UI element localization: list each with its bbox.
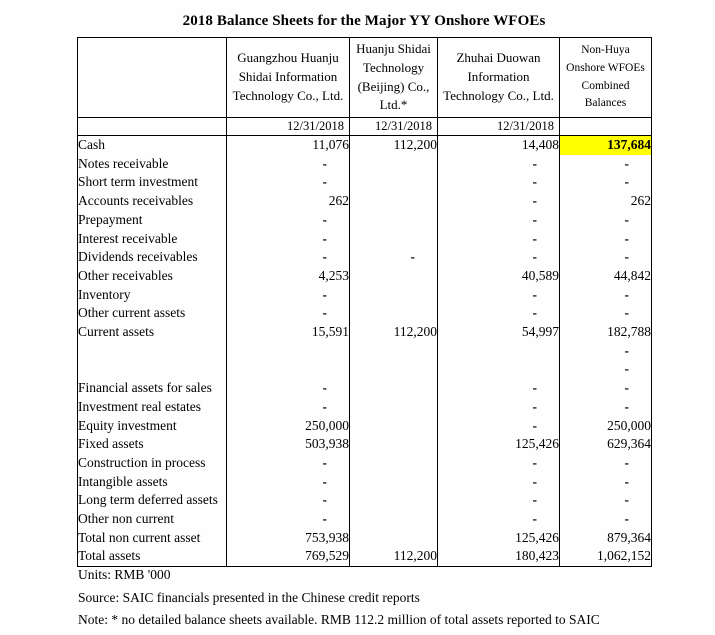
asterisk-note: Note: * no detailed balance sheets available. RMB 112.2 million of total assets reported to SAIC (78, 612, 600, 627)
row-label: Short term investment (78, 173, 227, 192)
value-cell-nonhuya: 137,684 (560, 136, 652, 155)
value-cell-zhuhai: - (438, 192, 560, 211)
value-cell-beijing (350, 173, 438, 192)
row-label: Equity investment (78, 417, 227, 436)
value-cell-beijing (350, 304, 438, 323)
value-cell-beijing (350, 286, 438, 305)
value-cell-guangzhou: - (227, 379, 350, 398)
value-cell-guangzhou: 503,938 (227, 435, 350, 454)
value-cell-nonhuya: 879,364 (560, 529, 652, 548)
value-cell-zhuhai: - (438, 491, 560, 510)
corner-cell (78, 38, 227, 118)
value-cell-nonhuya: 1,062,152 (560, 547, 652, 566)
row-label: Construction in process (78, 454, 227, 473)
value-cell-nonhuya: - (560, 454, 652, 473)
value-cell-nonhuya: 262 (560, 192, 652, 211)
value-cell-beijing (350, 510, 438, 529)
table-row (78, 136, 652, 155)
value-cell-guangzhou (227, 360, 350, 379)
value-cell-beijing (350, 454, 438, 473)
value-cell-nonhuya: - (560, 473, 652, 492)
value-cell-nonhuya: - (560, 211, 652, 230)
source-note: Source: SAIC financials presented in the Chinese credit reports (78, 589, 420, 605)
table-row (78, 173, 652, 192)
value-cell-guangzhou: 262 (227, 192, 350, 211)
value-cell-guangzhou: 769,529 (227, 547, 350, 566)
table-row (78, 435, 652, 454)
value-cell-beijing (350, 342, 438, 361)
value-cell-zhuhai: - (438, 473, 560, 492)
value-cell-zhuhai: - (438, 510, 560, 529)
table-row (78, 155, 652, 174)
row-label: Financial assets for sales (78, 379, 227, 398)
value-cell-nonhuya: - (560, 379, 652, 398)
row-label (78, 342, 227, 361)
table-row (78, 323, 652, 342)
value-cell-guangzhou: - (227, 286, 350, 305)
value-cell-guangzhou: - (227, 173, 350, 192)
table-row (78, 248, 652, 267)
company-header-row (78, 38, 652, 118)
value-cell-guangzhou (227, 342, 350, 361)
value-cell-zhuhai: - (438, 248, 560, 267)
table-row (78, 417, 652, 436)
row-label: Total non current asset (78, 529, 227, 548)
value-cell-beijing (350, 267, 438, 286)
value-cell-beijing (350, 398, 438, 417)
table-row (78, 398, 652, 417)
value-cell-nonhuya: - (560, 304, 652, 323)
row-label: Cash (78, 136, 227, 155)
value-cell-zhuhai: - (438, 230, 560, 249)
value-cell-guangzhou: - (227, 155, 350, 174)
table-notes (78, 564, 600, 632)
value-cell-nonhuya: 44,842 (560, 267, 652, 286)
value-cell-guangzhou: 753,938 (227, 529, 350, 548)
value-cell-nonhuya: - (560, 230, 652, 249)
row-label: Interest receivable (78, 230, 227, 249)
row-label: Inventory (78, 286, 227, 305)
row-label: Total assets (78, 547, 227, 566)
row-label: Investment real estates (78, 398, 227, 417)
row-label: Accounts receivables (78, 192, 227, 211)
value-cell-beijing (350, 230, 438, 249)
value-cell-zhuhai: - (438, 211, 560, 230)
value-cell-nonhuya: 629,364 (560, 435, 652, 454)
value-cell-nonhuya: - (560, 248, 652, 267)
value-cell-nonhuya: - (560, 286, 652, 305)
value-cell-beijing: 112,200 (350, 547, 438, 566)
value-cell-zhuhai: 125,426 (438, 435, 560, 454)
value-cell-zhuhai: - (438, 286, 560, 305)
value-cell-beijing: 112,200 (350, 323, 438, 342)
value-cell-nonhuya: 182,788 (560, 323, 652, 342)
table-row (78, 304, 652, 323)
table-body (78, 136, 652, 567)
value-cell-guangzhou: - (227, 211, 350, 230)
value-cell-guangzhou: 250,000 (227, 417, 350, 436)
table-row (78, 211, 652, 230)
column-header-zhuhai: Zhuhai Duowan Information Technology Co., Ltd. (438, 38, 560, 118)
value-cell-nonhuya: - (560, 155, 652, 174)
row-label: Other current assets (78, 304, 227, 323)
value-cell-beijing (350, 379, 438, 398)
table-row (78, 342, 652, 361)
table-row (78, 491, 652, 510)
value-cell-guangzhou: - (227, 510, 350, 529)
value-cell-zhuhai: - (438, 304, 560, 323)
value-cell-zhuhai: - (438, 379, 560, 398)
row-label: Fixed assets (78, 435, 227, 454)
date-cell-guangzhou: 12/31/2018 (227, 118, 350, 136)
table-row (78, 454, 652, 473)
value-cell-nonhuya: - (560, 491, 652, 510)
table-row (78, 473, 652, 492)
row-label: Other non current (78, 510, 227, 529)
value-cell-zhuhai: - (438, 173, 560, 192)
value-cell-beijing (350, 435, 438, 454)
value-cell-zhuhai: 54,997 (438, 323, 560, 342)
units-note: Units: RMB '000 (78, 567, 171, 582)
row-label: Intangible assets (78, 473, 227, 492)
table-row (78, 360, 652, 379)
balance-sheet-table (77, 37, 652, 567)
value-cell-beijing: - (350, 248, 438, 267)
value-cell-zhuhai: - (438, 398, 560, 417)
value-cell-zhuhai: - (438, 417, 560, 436)
value-cell-nonhuya: 250,000 (560, 417, 652, 436)
row-label (78, 360, 227, 379)
date-cell-blank (78, 118, 227, 136)
value-cell-zhuhai (438, 360, 560, 379)
value-cell-guangzhou: 4,253 (227, 267, 350, 286)
value-cell-nonhuya: - (560, 510, 652, 529)
table-row (78, 267, 652, 286)
value-cell-zhuhai: 125,426 (438, 529, 560, 548)
table-row (78, 510, 652, 529)
value-cell-guangzhou: - (227, 304, 350, 323)
value-cell-zhuhai (438, 342, 560, 361)
value-cell-guangzhou: 15,591 (227, 323, 350, 342)
value-cell-zhuhai: 180,423 (438, 547, 560, 566)
date-cell-beijing: 12/31/2018 (350, 118, 438, 136)
value-cell-guangzhou: - (227, 248, 350, 267)
value-cell-beijing: 112,200 (350, 136, 438, 155)
row-label: Dividends receivables (78, 248, 227, 267)
date-row (78, 118, 652, 136)
value-cell-zhuhai: 14,408 (438, 136, 560, 155)
page-title: 2018 Balance Sheets for the Major YY Onshore WFOEs (182, 13, 546, 29)
value-cell-beijing (350, 192, 438, 211)
value-cell-guangzhou: - (227, 230, 350, 249)
value-cell-zhuhai: - (438, 454, 560, 473)
value-cell-guangzhou: - (227, 398, 350, 417)
value-cell-beijing (350, 473, 438, 492)
value-cell-beijing (350, 155, 438, 174)
value-cell-guangzhou: - (227, 454, 350, 473)
table-row (78, 230, 652, 249)
value-cell-beijing (350, 211, 438, 230)
table-row (78, 192, 652, 211)
value-cell-beijing (350, 417, 438, 436)
value-cell-nonhuya: - (560, 360, 652, 379)
value-cell-beijing (350, 529, 438, 548)
value-cell-guangzhou: - (227, 491, 350, 510)
value-cell-beijing (350, 360, 438, 379)
column-header-guangzhou: Guangzhou Huanju Shidai Information Technology Co., Ltd. (227, 38, 350, 118)
value-cell-zhuhai: - (438, 155, 560, 174)
value-cell-nonhuya: - (560, 398, 652, 417)
row-label: Other receivables (78, 267, 227, 286)
row-label: Current assets (78, 323, 227, 342)
date-cell-zhuhai: 12/31/2018 (438, 118, 560, 136)
value-cell-zhuhai: 40,589 (438, 267, 560, 286)
row-label: Notes receivable (78, 155, 227, 174)
column-header-nonhuya: Non-Huya Onshore WFOEs Combined Balances (560, 38, 652, 118)
table-row (78, 286, 652, 305)
value-cell-beijing (350, 491, 438, 510)
date-cell-nonhuya (560, 118, 652, 136)
row-label: Prepayment (78, 211, 227, 230)
column-header-beijing: Huanju Shidai Technology (Beijing) Co., Ltd.* (350, 38, 438, 118)
value-cell-nonhuya: - (560, 342, 652, 361)
value-cell-guangzhou: - (227, 473, 350, 492)
value-cell-nonhuya: - (560, 173, 652, 192)
table-row (78, 379, 652, 398)
row-label: Long term deferred assets (78, 491, 227, 510)
value-cell-guangzhou: 11,076 (227, 136, 350, 155)
table-row (78, 529, 652, 548)
